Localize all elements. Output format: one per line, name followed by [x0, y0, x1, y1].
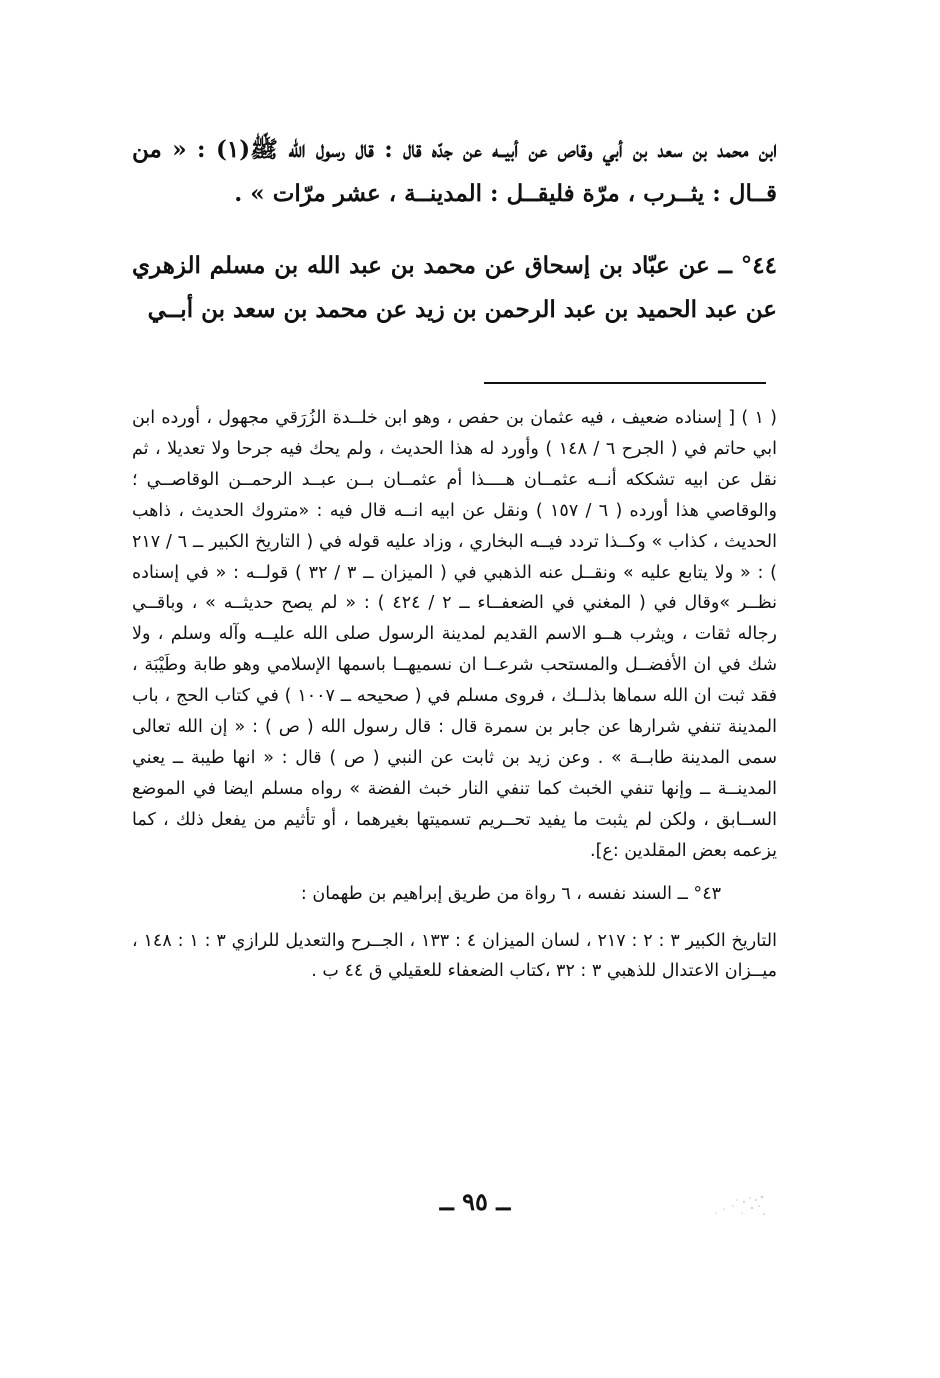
main-text	[132, 128, 777, 332]
footnotes	[132, 403, 777, 987]
page-number: ــ ٩٥ ــ	[439, 1187, 511, 1216]
footnote-separator	[484, 382, 766, 384]
hadith-paragraph-1: ابن محمد بن سعد بن أبي وقاص عن أبيــه عن جدّه قال : قال رسول الله ﷺ(١) : « من قــال : يثــرب ، مرّة فليقــل : المدينــة ، عشر مرّات » .	[132, 136, 777, 207]
hadith-paragraph-2: ٤٤° ــ عن عبّاد بن إسحاق عن محمد بن عبد الله بن مسلم الزهري عن عبد الحميد بن عبد الرحمن بن زيد عن محمد بن سعد بن أبــي	[132, 252, 777, 323]
footnote-1: ( ١ ) [ إسناده ضعيف ، فيه عثمان بن حفص ، وهو ابن خلــدة الزُرَقي مجهول ، أورده ابن ابي حاتم في ( الجرح ٦ / ١٤٨ ) وأورد له هذا الحديث ، ولم يحك فيه جرحا ولا تعديلا ، ثم نقل عن ابيه تشككه أنــه عثمــان هــــذا أم عثمــان بــن عبــد الرحمــن الوقاصــي ؛ والوقاصي هذا أورده ( ٦ / ١٥٧ ) ونقل عن ابيه انــه قال فيه : «متروك الحديث ، ذاهب الحديث ، كذاب » وكــذا تردد فيــه البخاري ، وزاد عليه قوله في ( التاريخ الكبير ــ ٦ / ٢١٧ ) : « ولا يتابع عليه » ونقــل عنه الذهبي في ( الميزان ــ ٣ / ٣٢ ) قولــه : « في إسناده نظــر »وقال في ( المغني في الضعفــاء ــ ٢ / ٤٢٤ ) : « لم يصح حديثــه » ، وباقــي رجاله ثقات ، ويثرب هــو الاسم القديم لمدينة الرسول صلى الله عليــه وآله وسلم ، ولا شك في ان الأفضــل والمستحب شرعــا ان نسميهــا باسمها الإسلامي وهو طابة وطَيْبَة ، فقد ثبت ان الله سماها بذلــك ، فروى مسلم في ( صحيحه ــ ١٠٠٧ ) في كتاب الحج ، باب المدينة تنفي شرارها عن جابر بن سمرة قال : قال رسول الله ( ص ) : « إن الله تعالى سمى المدينة طابــة » . وعن زيد بن ثابت عن النبي ( ص ) قال : « انها طيبة ــ يعني المدينــة ــ وإنها تنفي الخبث كما تنفي النار خبث الفضة » رواه مسلم ايضا في الموضع الســابق ، ولكن لم يثبت ما يفيد تحــريم تسميتها بغيرهما ، أو تأثيم من يفعل ذلك ، كما يزعمه بعض المقلدين :ع].	[132, 408, 778, 861]
sources-note: التاريخ الكبير ٣ : ٢ : ٢١٧ ، لسان الميزان ٤ : ١٣٣ ، الجــرح والتعديل للرازي ٣ : ١ : ١٤٨ ، ميــزان الاعتدال للذهبي ٣ : ٣٢ ،كتاب الضعفاء للعقيلي ق ٤٤ ب .	[132, 930, 777, 982]
scan-smudge	[704, 1194, 768, 1222]
sanad-note: ٤٣° ــ السند نفسه ، ٦ رواة من طريق إبراهيم بن طهمان :	[300, 883, 721, 904]
